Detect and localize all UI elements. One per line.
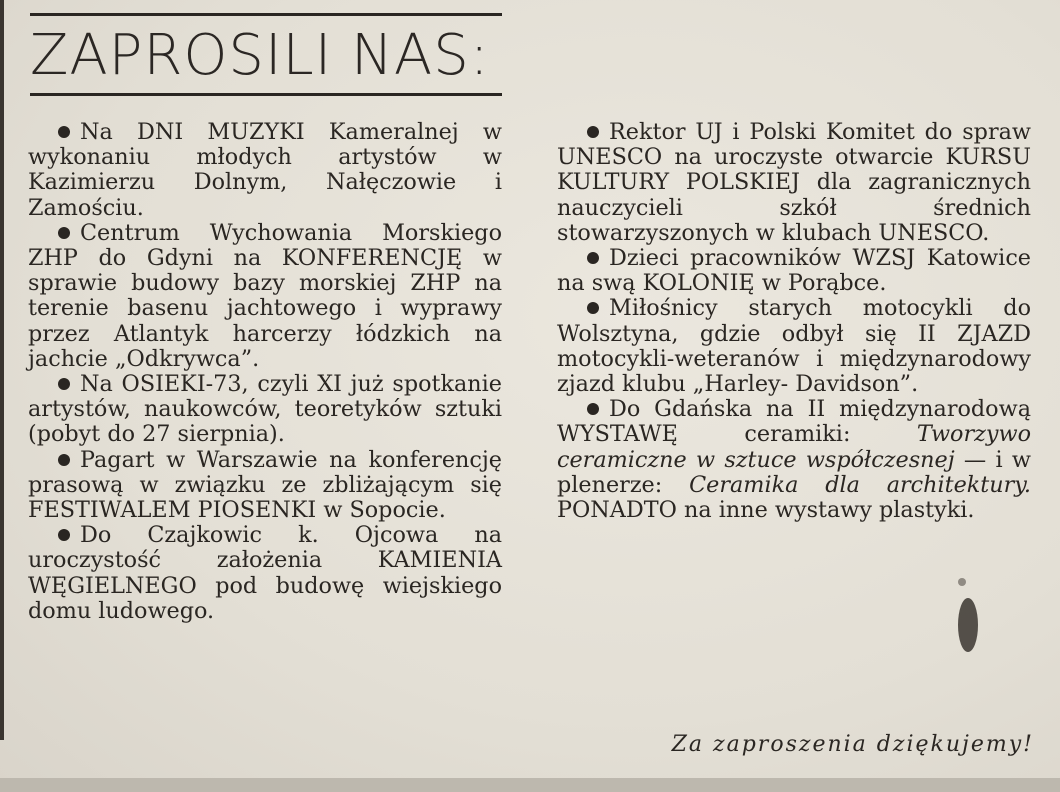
- list-item: [557, 397, 1031, 523]
- scan-bottom-edge: [0, 778, 1060, 792]
- list-item: [28, 448, 502, 524]
- bullet-icon: [587, 403, 599, 415]
- item-text: — i w plenerze:: [557, 446, 1031, 498]
- list-item: [28, 120, 502, 221]
- page-edge: [0, 0, 4, 740]
- item-text: Centrum Wychowania Morskiego ZHP do Gdyni na KONFERENCJĘ w sprawie budowy bazy morskiej ZHP na terenie basenu jachtowego i wyprawy przez Atlantyk harcerzy łódzkich na jachcie „Odkrywca”.: [28, 219, 502, 372]
- bullet-icon: [58, 378, 70, 390]
- bullet-icon: [58, 454, 70, 466]
- item-text: Dzieci pracowników WZSJ Katowice na swą KOLONIĘ w Porąbce.: [557, 245, 1031, 297]
- list-item: [28, 523, 502, 624]
- list-item: [557, 296, 1031, 397]
- item-text: Miłośnicy starych motocykli do Wolsztyna, gdzie odbył się II ZJAZD motocykli-weteranów i międzynarodowy zjazd klubu „Harley- Davidson”.: [557, 295, 1031, 398]
- list-item: [28, 372, 502, 448]
- list-item: [557, 120, 1031, 246]
- bullet-icon: [58, 126, 70, 138]
- plein-air-title: Ceramika dla architektury.: [689, 471, 1031, 498]
- section-title: ZAPROSILI NAS:: [30, 23, 490, 88]
- item-text: Do Gdańska na II międzynarodową WYSTAWĘ ceramiki:: [557, 396, 1031, 448]
- header-rule-bottom: [30, 93, 502, 96]
- list-item: [557, 246, 1031, 296]
- closing-thanks: Za zaproszenia dziękujemy!: [671, 732, 1034, 757]
- bullet-icon: [587, 302, 599, 314]
- ink-speck: [958, 578, 966, 586]
- ink-blot: [958, 598, 978, 652]
- item-text: Na DNI MUZYKI Kameralnej w wykonaniu młodych artystów w Kazimierzu Dolnym, Nałęczowie i Zamościu.: [28, 119, 502, 221]
- item-text: PONADTO na inne wystawy plastyki.: [557, 497, 975, 524]
- item-text: Na OSIEKI-73, czyli XI już spotkanie artystów, naukowców, teoretyków sztuki (pobyt do 27 sierpnia).: [28, 371, 502, 448]
- left-column: [28, 120, 502, 624]
- item-text: Pagart w Warszawie na konferencję prasową w związku ze zbliżającym się FESTIWALEM PIOSENKI w Sopocie.: [28, 446, 502, 524]
- exhibition-title: Tworzywo ceramiczne w sztuce współczesnej: [557, 421, 1031, 473]
- item-text: Do Czajkowic k. Ojcowa na uroczystość założenia KAMIENIA WĘGIELNEGO pod budowę wiejskiego domu ludowego.: [28, 522, 502, 624]
- header-rule-top: [30, 13, 502, 16]
- bullet-icon: [587, 126, 599, 138]
- right-column: [557, 120, 1031, 523]
- bullet-icon: [587, 252, 599, 264]
- bullet-icon: [58, 529, 70, 541]
- list-item: [28, 221, 502, 372]
- item-text: Rektor UJ i Polski Komitet do spraw UNESCO na uroczyste otwarcie KURSU KULTURY POLSKIEJ dla zagranicznych nauczycieli szkół średnich stowarzyszonych w klubach UNESCO.: [557, 119, 1031, 246]
- bullet-icon: [58, 227, 70, 239]
